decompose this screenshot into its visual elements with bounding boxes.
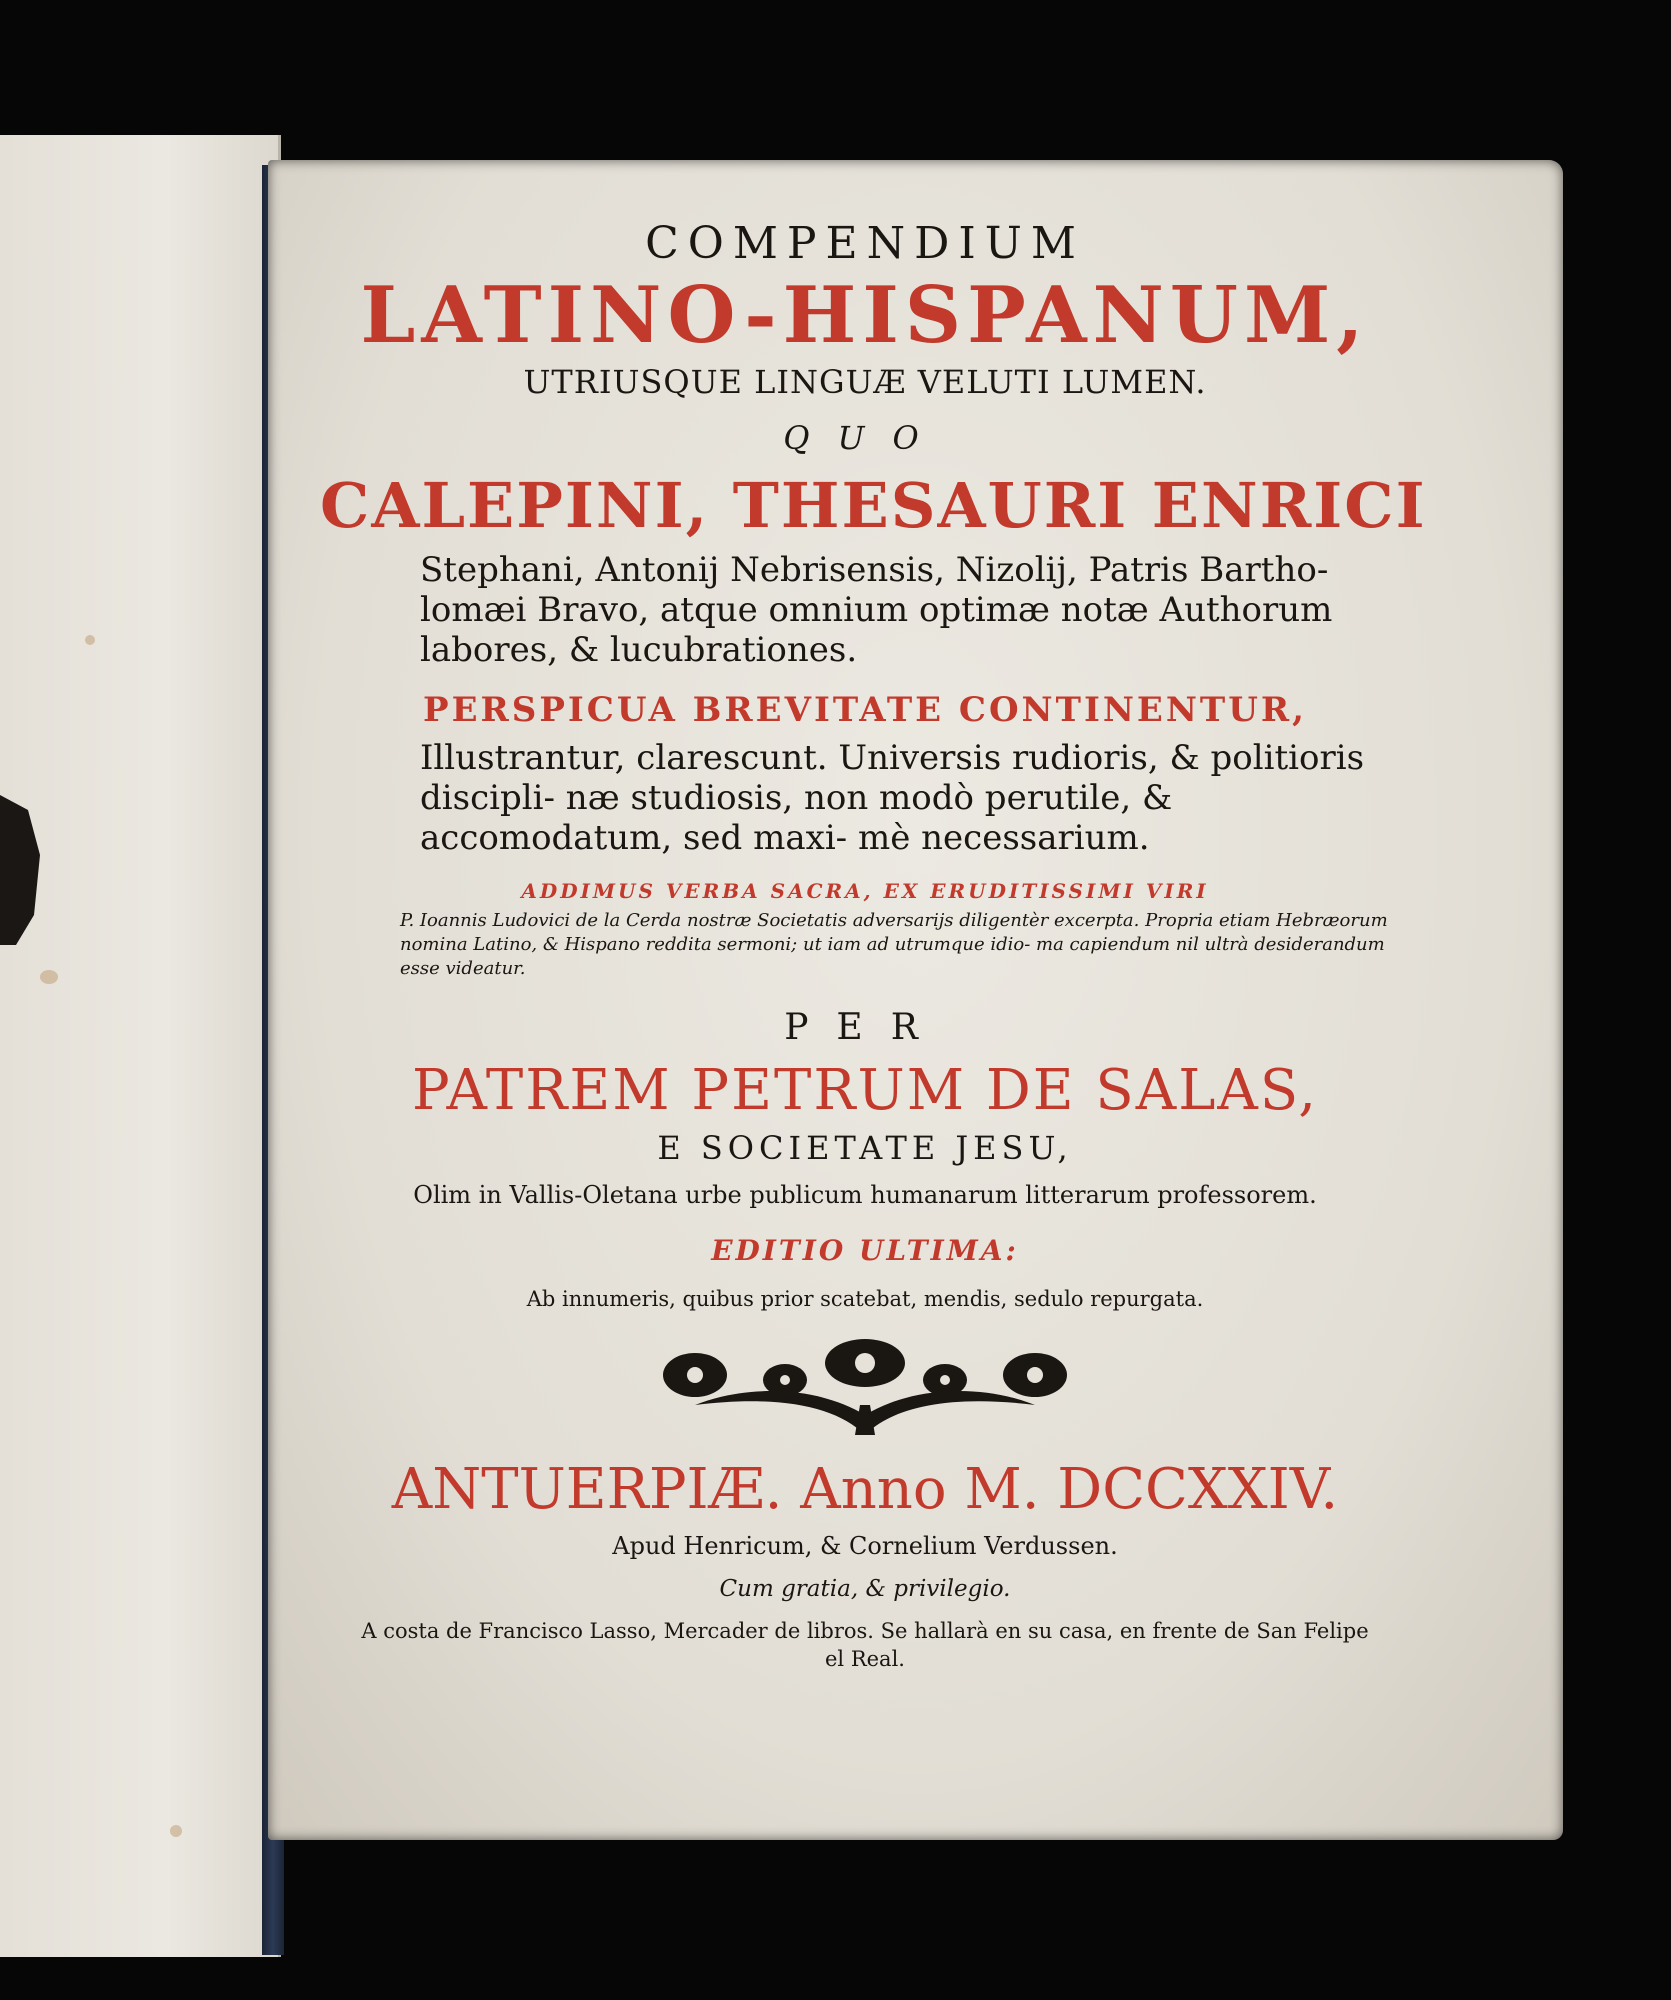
foxing-stain xyxy=(170,1825,182,1837)
heading-addimus: ADDIMUS VERBA SACRA, EX ERUDITISSIMI VIRI xyxy=(521,878,1209,903)
bookseller-note: A costa de Francisco Lasso, Mercader de libros. Se hallarà en su casa, en frente de San Felipe el Real. xyxy=(361,1619,1369,1671)
printer-ornament xyxy=(635,1335,1095,1445)
title-page-text xyxy=(320,190,1427,1694)
title-latino-hispanum: LATINO-HISPANUM, xyxy=(360,270,1370,361)
subtitle-utriusque: UTRIUSQUE LINGUÆ VELUTI LUMEN. xyxy=(523,362,1207,401)
heading-perspicua: PERSPICUA BREVITATE CONTINENTUR, xyxy=(423,690,1307,731)
privilege-note: Cum gratia, & privilegio. xyxy=(719,1576,1011,1603)
imprint-place-date: ANTUERPIÆ. Anno M. DCCXXIV. xyxy=(391,1457,1339,1523)
title-compendium: COMPENDIUM xyxy=(645,218,1085,269)
left-flyleaf xyxy=(0,135,281,1957)
edition-note: Ab innumeris, quibus prior scatebat, mendis, sedulo repurgata. xyxy=(526,1287,1204,1312)
author-society: E SOCIETATE JESU, xyxy=(657,1129,1073,1168)
paragraph-illustrantur: Illustrantur, clarescunt. Universis rudioris, & politioris discipli- næ studiosis, non modò perutile, & accomodatum, sed maxi- mè necessarium. xyxy=(420,738,1365,859)
word-quo: QUO xyxy=(783,418,947,457)
foxing-stain xyxy=(40,970,58,984)
author-description: Olim in Vallis-Oletana urbe publicum humanarum litterarum professorem. xyxy=(413,1181,1317,1210)
word-per: PER xyxy=(784,1007,946,1049)
imprint-printers: Apud Henricum, & Cornelium Verdussen. xyxy=(612,1532,1118,1561)
edition-statement: EDITIO ULTIMA: xyxy=(711,1234,1019,1268)
paragraph-cerda: P. Ioannis Ludovici de la Cerda nostræ Societatis adversarijs diligentèr excerpta. Propria etiam Hebræorum nomina Latino, & Hispano reddita sermoni; ut iam ad utrumque idio- ma capiendum nil ultrà desiderandum esse videatur. xyxy=(400,909,1388,980)
paragraph-authors: Stephani, Antonij Nebrisensis, Nizolij, Patris Bartho- lomæi Bravo, atque omnium optimæ notæ Authorum labores, & lucubrationes. xyxy=(420,549,1333,671)
heading-calepini: CALEPINI, THESAURI ENRICI xyxy=(320,468,1427,542)
author-name: PATREM PETRUM DE SALAS, xyxy=(411,1058,1319,1124)
foxing-stain xyxy=(85,635,95,645)
page-tear xyxy=(0,795,40,945)
